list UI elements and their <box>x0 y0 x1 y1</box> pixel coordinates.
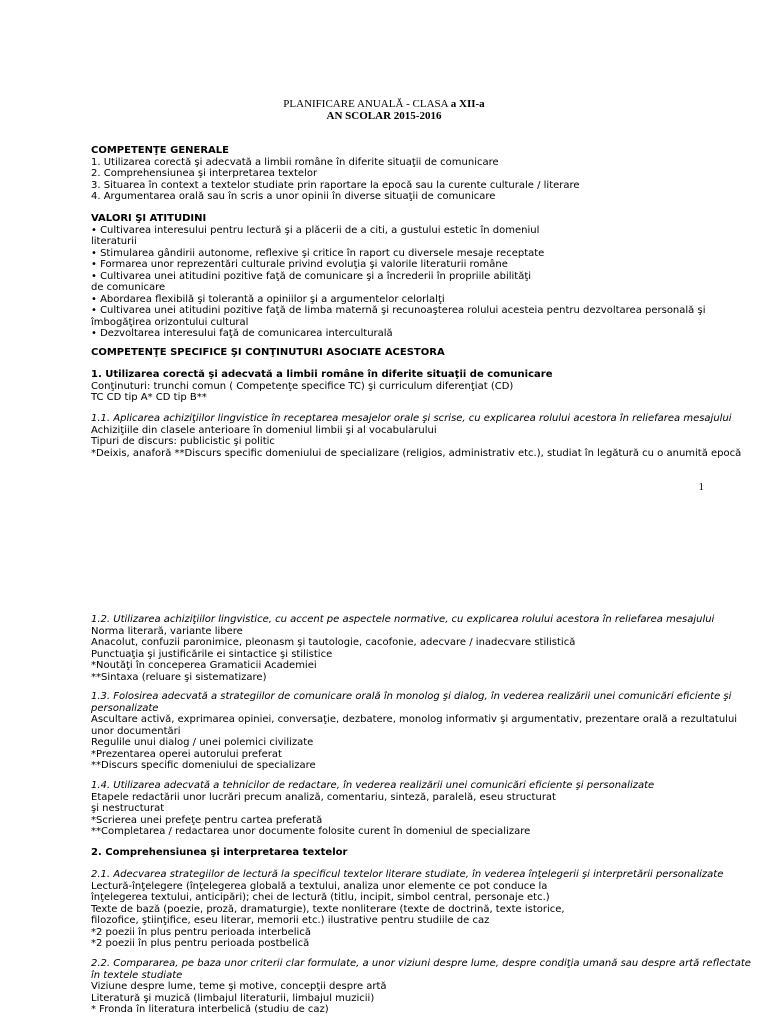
text-line: *2 poezii în plus pentru perioada interbelică <box>91 926 311 938</box>
text-line: înţelegerea textului, anticipări); chei de lectură (titlu, incipit, simbol central, personaje etc.) <box>91 892 550 903</box>
text-line: *Scrierea unei prefeţe pentru cartea preferată <box>91 814 323 826</box>
page-number: 1 <box>698 481 704 493</box>
competenta-2-1 <box>91 869 761 950</box>
text-line: Punctuaţia şi justificările ei sintactice şi stilistice <box>91 648 333 660</box>
list-item: 1. Utilizarea corectă şi adecvată a limbii române în diferite situaţii de comunicare <box>91 156 499 168</box>
section-1 <box>91 369 761 404</box>
text-line: Anacolut, confuzii paronimice, pleonasm şi tautologie, cacofonie, adecvare / inadecvare stilistică <box>91 637 576 648</box>
text-line: Texte de bază (poezie, proză, dramaturgie), texte nonliterare (texte de doctrină, texte istorice, <box>91 903 565 915</box>
competenta-heading: 1.1. Aplicarea achiziţiilor lingvistice în receptarea mesajelor orale şi scrise, cu explicarea rolului acestora în reliefarea mesajului <box>91 413 732 424</box>
text-line: **Completarea / redactarea unor documente folosite curent în domeniul de specializare <box>91 826 531 837</box>
text-line: Achiziţiile din clasele anterioare în domeniul limbii şi al vocabularului <box>91 424 437 436</box>
text-line: *Deixis, anaforă **Discurs specific domeniului de specializare (religios, administrativ etc.), studiat în legătură cu o anumită epocă <box>91 447 742 459</box>
text-line: unor documentări <box>91 725 181 737</box>
text-line: • Cultivarea unei atitudini pozitive faţă de comunicare şi a încrederii în propriile abilităţi <box>91 270 532 282</box>
text-line: Ascultare activă, exprimarea opiniei, conversaţie, dezbatere, monolog informativ şi argumentativ, prezentare orală a rezultatului <box>91 714 738 725</box>
text-line: Regulile unui dialog / unei polemici civilizate <box>91 737 314 748</box>
competenta-heading: 2.2. Compararea, pe baza unor criterii clar formulate, a unor viziuni despre lume, despre condiţia umană sau despre artă reflectate <box>91 958 751 969</box>
text-line: • Stimularea gândirii autonome, reflexive şi critice în raport cu diversele mesaje receptate <box>91 247 545 259</box>
competenta-2-2 <box>91 958 761 1016</box>
text-line: *2 poezii în plus pentru perioada postbelică <box>91 938 310 949</box>
text-line: **Sintaxa (reluare şi sistematizare) <box>91 671 267 683</box>
competenta-1-4 <box>91 780 761 838</box>
list-item: 2. Comprehensiunea şi interpretarea textelor <box>91 168 318 179</box>
text-line: îmbogăţirea orizontului cultural <box>91 316 249 328</box>
competenta-heading: 2.1. Adecvarea strategiilor de lectură la specificul textelor literare studiate, în vederea înţelegerii şi interpretării personalizate <box>91 869 724 880</box>
text-line: Literatură şi muzică (limbajul literaturii, limbajul muzicii) <box>91 992 375 1004</box>
text-line: Etapele redactării unor lucrări precum analiză, comentariu, sinteză, paralelă, eseu structurat <box>91 791 556 803</box>
section-heading: VALORI ŞI ATITUDINI <box>91 213 207 224</box>
valori-section <box>91 213 761 340</box>
text-line: Norma literară, variante libere <box>91 625 243 637</box>
list-item: 3. Situarea în context a textelor studiate prin raportare la epocă sau la curente culturale / literare <box>91 179 580 191</box>
competenta-1-2 <box>91 614 761 683</box>
text-line: Conţinuturi: trunchi comun ( Competenţe specifice TC) şi curriculum diferenţiat (CD) <box>91 380 514 392</box>
text-line: TC CD tip A* CD tip B** <box>91 392 207 403</box>
text-line: • Formarea unor reprezentări culturale privind evoluţia şi valorile literaturii române <box>91 259 508 270</box>
competenta-heading: 1.4. Utilizarea adecvată a tehnicilor de redactare, în vederea realizării unei comunicări eficiente şi personalizate <box>91 780 655 791</box>
section-heading: 1. Utilizarea corectă şi adecvată a limbii române în diferite situaţii de comunicare <box>91 369 553 380</box>
text-line: * Fronda în literatura interbelică (studiu de caz) <box>91 1004 329 1015</box>
text-line: Tipuri de discurs: publicistic şi politic <box>91 436 275 447</box>
text-line: • Dezvoltarea interesului faţă de comunicarea interculturală <box>91 328 393 339</box>
title-line-2: AN SCOLAR 2015-2016 <box>326 110 442 122</box>
list-item: 4. Argumentarea orală sau în scris a unor opinii în diverse situaţii de comunicare <box>91 191 496 202</box>
text-line: *Noutăţi în conceperea Gramaticii Academiei <box>91 660 317 671</box>
competenta-1-3 <box>91 691 761 772</box>
competente-specifice-heading: COMPETENŢE SPECIFICE ŞI CONŢINUTURI ASOCIATE ACESTORA <box>91 347 445 358</box>
title-line-1: PLANIFICARE ANUALĂ - CLASA a XII-a <box>283 98 485 110</box>
section-heading: COMPETENŢE GENERALE <box>91 145 229 156</box>
competenta-heading-cont: în textele studiate <box>91 969 183 981</box>
text-line: filozofice, ştiinţifice, eseu literar, memorii etc.) ilustrative pentru studiile de caz <box>91 915 490 926</box>
document-title <box>0 98 768 122</box>
competente-generale-section <box>91 145 761 203</box>
text-line: • Cultivarea interesului pentru lectură şi a plăcerii de a citi, a gustului estetic în domeniul <box>91 224 540 236</box>
text-line: **Discurs specific domeniului de specializare <box>91 760 316 771</box>
text-line: • Abordarea flexibilă şi tolerantă a opiniilor şi a argumentelor celorlalţi <box>91 293 445 305</box>
competenta-heading-cont: personalizate <box>91 702 159 714</box>
competenta-heading: 1.2. Utilizarea achiziţiilor lingvistice, cu accent pe aspectele normative, cu explicarea rolului acestora în reliefarea mesajului <box>91 614 715 625</box>
competenta-1-1 <box>91 413 761 459</box>
section-2-heading: 2. Comprehensiunea şi interpretarea textelor <box>91 847 348 858</box>
text-line: *Prezentarea operei autorului preferat <box>91 748 282 760</box>
text-line: şi nestructurat <box>91 803 165 814</box>
text-line: • Cultivarea unei atitudini pozitive faţă de limba maternă şi recunoaşterea rolului acesteia pentru dezvoltarea personală şi <box>91 305 706 316</box>
text-line: Viziune despre lume, teme şi motive, concepţii despre artă <box>91 981 387 992</box>
text-line: Lectură-înţelegere (înţelegerea globală a textului, analiza unor elemente ce pot conduce la <box>91 880 548 892</box>
text-line: de comunicare <box>91 282 166 293</box>
competenta-heading: 1.3. Folosirea adecvată a strategiilor de comunicare orală în monolog şi dialog, în vederea realizării unei comunicări eficiente şi <box>91 691 732 702</box>
text-line: literaturii <box>91 236 137 247</box>
